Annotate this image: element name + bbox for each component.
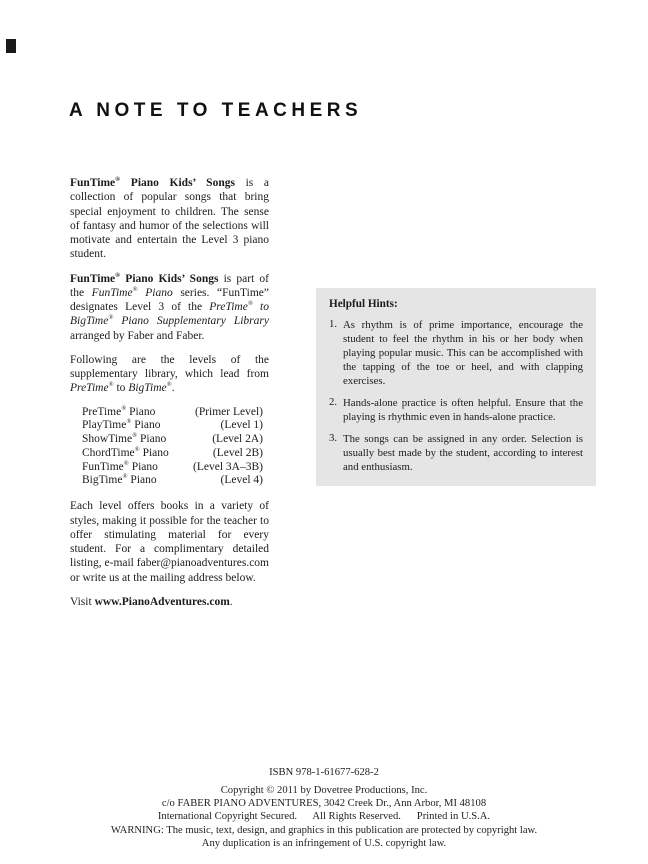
text-segment: BigTime® (128, 381, 172, 395)
level-row (82, 447, 263, 461)
text-segment: FunTime® Piano (91, 285, 173, 299)
registered-mark: ® (115, 271, 121, 279)
hint-item (329, 396, 583, 424)
level-designation: (Level 3A–3B) (193, 460, 263, 473)
text-segment: FunTime® Piano Kids’ Songs (70, 271, 219, 285)
level-designation: (Level 2A) (212, 433, 263, 446)
footer-line: International Copyright Secured. All Rights Reserved. Printed in U.S.A. (157, 811, 491, 823)
registered-mark: ® (247, 300, 253, 308)
level-name: FunTime® Piano (82, 459, 158, 473)
registered-mark: ® (126, 418, 132, 426)
text-segment: www.PianoAdventures.com (94, 595, 230, 608)
intro-paragraph-3 (70, 353, 269, 396)
registered-mark: ® (123, 459, 129, 467)
level-designation: (Level 4) (220, 474, 263, 487)
level-row (82, 419, 263, 433)
hint-item (329, 318, 583, 388)
registration-mark (6, 39, 16, 53)
levels-table (82, 406, 263, 489)
hints-list (329, 318, 583, 474)
registered-mark: ® (108, 314, 114, 322)
closing-paragraph-1 (70, 499, 269, 585)
registered-mark: ® (115, 176, 121, 184)
level-row (82, 474, 263, 488)
helpful-hints-box (316, 288, 596, 486)
level-row (82, 433, 263, 447)
footer-line: WARNING: The music, text, design, and graphics in this publication are protected by copyright law. (110, 824, 538, 836)
level-name: ShowTime® Piano (82, 432, 167, 446)
text-segment: arranged by Faber and Faber. (70, 329, 205, 342)
hint-item (329, 432, 583, 474)
hint-number: 1. (329, 318, 338, 330)
intro-paragraph-2 (70, 272, 269, 343)
registered-mark: ® (132, 432, 138, 440)
teachers-note-column (70, 176, 269, 619)
text-segment: PreTime® (70, 381, 114, 395)
hints-title: Helpful Hints: (329, 298, 398, 310)
level-name: BigTime® Piano (82, 473, 157, 487)
text-segment: . (229, 595, 233, 608)
text-segment: series. “FunTime” designates Level 3 of the (70, 286, 269, 313)
footer (0, 766, 648, 850)
registered-mark: ® (132, 285, 138, 293)
page-title: A NOTE TO TEACHERS (69, 100, 363, 121)
level-name: PlayTime® Piano (82, 418, 161, 432)
level-row (82, 461, 263, 475)
registered-mark: ® (121, 404, 127, 412)
text-segment: Following are the levels of the supplementary library, which lead from (70, 353, 269, 380)
footer-line: Any duplication is an infringement of U.S. copyright law. (201, 837, 447, 849)
text-segment: Each level offers books in a variety of styles, making it possible for the teacher to offer stimulating material for every student. For a complimentary detailed listing, e-mail faber@pianoadventures.com or write us at the mailing address below. (70, 500, 269, 584)
text-segment: is part of the (70, 272, 269, 299)
level-name: ChordTime® Piano (82, 446, 169, 459)
footer-line: Copyright © 2011 by Dovetree Productions, Inc. (220, 785, 428, 797)
registered-mark: ® (166, 381, 172, 389)
registered-mark: ® (108, 381, 114, 389)
text-segment: to (113, 382, 129, 395)
closing-paragraph-2 (70, 595, 269, 609)
text-segment: FunTime® Piano Kids’ Songs (70, 176, 235, 189)
hint-number: 2. (329, 396, 338, 409)
level-designation: (Level 1) (220, 419, 263, 432)
text-segment: PreTime® to BigTime® Piano Supplementary Library (70, 300, 269, 328)
text-segment: . (171, 382, 175, 395)
hint-text: The songs can be assigned in any order. Selection is usually best made by the student, according to interest and enthusiasm. (343, 433, 583, 474)
level-row (82, 406, 263, 420)
intro-paragraph-1 (70, 176, 269, 262)
footer-line: c/o FABER PIANO ADVENTURES, 3042 Creek Dr., Ann Arbor, MI 48108 (161, 798, 487, 810)
registered-mark: ® (134, 446, 140, 454)
hint-text: Hands-alone practice is often helpful. Ensure that the playing is rhythmic even in hands-alone practice. (343, 397, 583, 424)
footer-line: ISBN 978-1-61677-628-2 (269, 767, 379, 778)
level-designation: (Level 2B) (212, 446, 263, 459)
hint-number: 3. (329, 432, 338, 445)
text-segment: Visit (70, 595, 95, 608)
hint-text: As rhythm is of prime importance, encourage the student to feel the rhythm in his or her body when playing popular music. This can be accomplished with the tapping of the toe or heel, and with clapping exercises. (343, 319, 583, 388)
level-designation: (Primer Level) (194, 405, 263, 418)
level-name: PreTime® Piano (82, 404, 156, 418)
text-segment: is a collection of popular songs that bring special enjoyment to children. The sense of fantasy and humor of the selections will motivate and entertain the Level 3 piano student. (70, 177, 270, 261)
registered-mark: ® (122, 473, 128, 481)
